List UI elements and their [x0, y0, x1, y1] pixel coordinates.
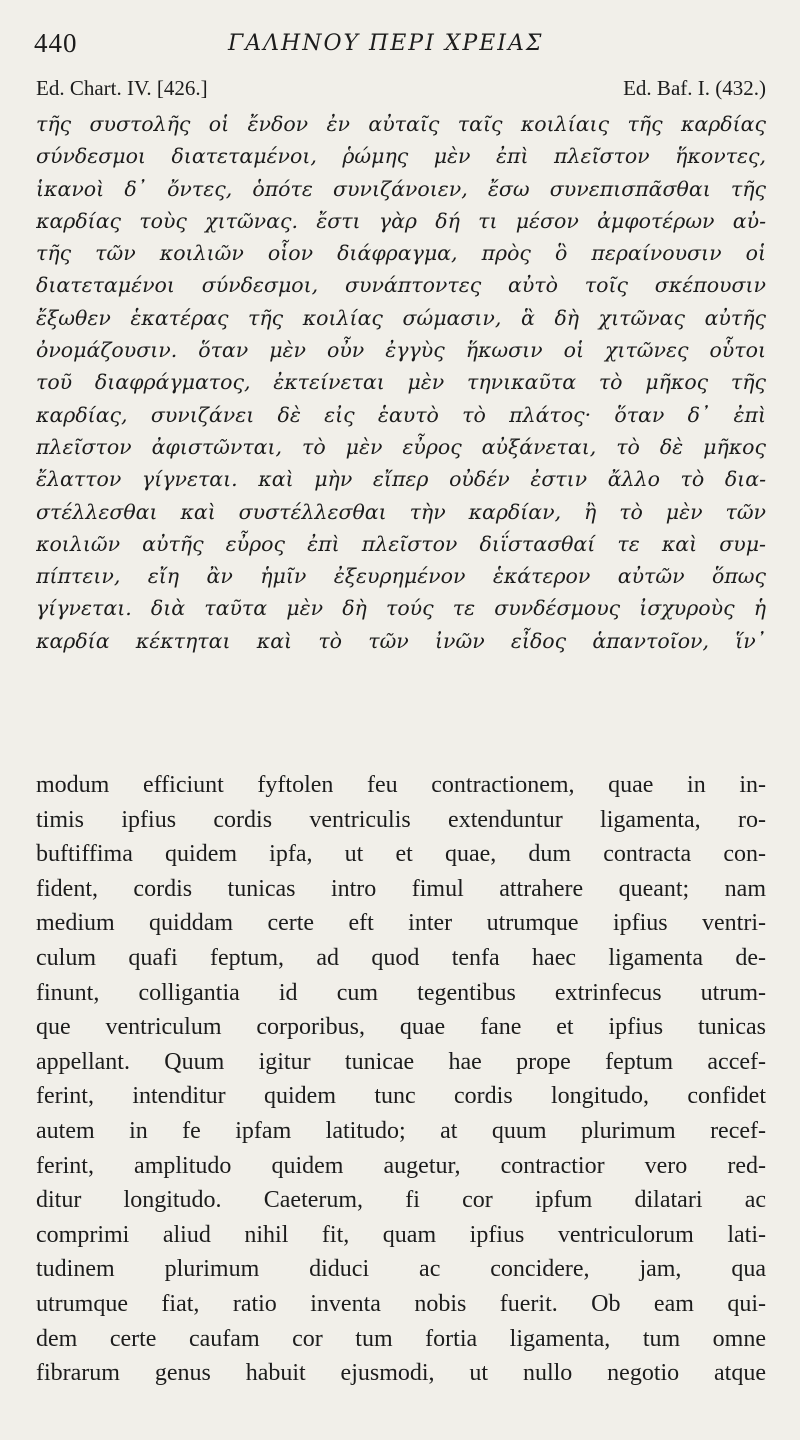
greek-text-line: καρδίας, συνιζάνει δὲ εἰς ἑαυτὸ τὸ πλάτος· ὅταν δ᾽ ἐπὶ — [36, 402, 766, 427]
greek-text-line: διατεταμένοι σύνδεσμοι, συνάπτοντες αὐτὸ τοῖς σκέπουσιν — [36, 273, 766, 298]
latin-text-line: autem in fe ipfam latitudo; at quum plurimum recef- — [36, 1117, 766, 1144]
greek-text-line: τῆς συστολῆς οἱ ἔνδον ἐν αὐταῖς ταῖς κοιλίαις τῆς καρδίας — [36, 112, 766, 136]
latin-text-line: timis ipfius cordis ventriculis extenduntur ligamenta, ro- — [36, 806, 766, 833]
greek-text-line: πίπτειν, εἴη ἂν ἡμῖν ἐξευρημένον ἑκάτερον αὐτῶν ὅπως — [36, 564, 766, 589]
running-title: ΓΑΛΗΝΟΥ ΠΕΡΙ ΧΡΕΙΑΣ — [228, 31, 544, 56]
greek-text-line: καρδία κέκτηται καὶ τὸ τῶν ἰνῶν εἶδος ἁπαντοῖον, ἵν᾽ — [36, 628, 766, 653]
greek-text-line: ἔλαττον γίγνεται. καὶ μὴν εἴπερ οὐδέν ἐστιν ἄλλο τὸ δια- — [36, 467, 766, 492]
greek-text-line: σύνδεσμοι διατεταμένοι, ῥώμης μὲν ἐπὶ πλεῖστον ἥκοντες, — [36, 144, 766, 169]
latin-text-line: fibrarum genus habuit ejusmodi, ut nullo negotio atque — [36, 1360, 766, 1387]
latin-text-line: ferint, intenditur quidem tunc cordis longitudo, confidet — [36, 1083, 766, 1110]
latin-text-line: modum efficiunt fyftolen feu contractionem, quae in in- — [36, 772, 766, 798]
latin-text-line: utrumque fiat, ratio inventa nobis fuerit. Ob eam qui- — [36, 1290, 766, 1317]
latin-text-line: comprimi aliud nihil fit, quam ipfius ventriculorum lati- — [36, 1221, 766, 1248]
page-number: 440 — [34, 28, 78, 58]
greek-text-block — [36, 108, 766, 657]
greek-text-line: ἔξωθεν ἑκατέρας τῆς κοιλίας σώμασιν, ἃ δὴ χιτῶνας αὐτῆς — [36, 305, 766, 330]
greek-text-line: κοιλιῶν αὐτῆς εὖρος ἐπὶ πλεῖστον διΐστασθαί τε καὶ συμ- — [36, 531, 766, 556]
greek-text-line: ἱκανοὶ δ᾽ ὄντες, ὁπότε συνιζάνοιεν, ἔσω συνεπισπᾶσθαι τῆς — [36, 176, 766, 201]
latin-text-line: medium quiddam certe eft inter utrumque ipfius ventri- — [36, 910, 766, 937]
greek-text-line: γίγνεται. διὰ ταῦτα μὲν δὴ τούς τε συνδέσμους ἰσχυροὺς ἡ — [36, 596, 766, 621]
latin-text-line: fident, cordis tunicas intro fimul attrahere queant; nam — [36, 875, 766, 902]
greek-text-line: τῆς τῶν κοιλιῶν οἷον διάφραγμα, πρὸς ὃ περαίνουσιν οἱ — [36, 241, 766, 266]
latin-text-line: culum quafi feptum, ad quod tenfa haec ligamenta de- — [36, 944, 766, 971]
latin-text-line: appellant. Quum igitur tunicae hae prope feptum accef- — [36, 1048, 766, 1075]
latin-text-line: buftiffima quidem ipfa, ut et quae, dum contracta con- — [36, 841, 766, 868]
greek-text-line: πλεῖστον ἀφιστῶνται, τὸ μὲν εὖρος αὐξάνεται, τὸ δὲ μῆκος — [36, 434, 766, 459]
greek-text-line: ὀνομάζουσιν. ὅταν μὲν οὖν ἐγγὺς ἥκωσιν οἱ χιτῶνες οὗτοι — [36, 338, 766, 363]
latin-text-block — [36, 768, 766, 1391]
edition-reference-left: Ed. Chart. IV. [426.] — [36, 76, 208, 100]
greek-text-line: στέλλεσθαι καὶ συστέλλεσθαι τὴν καρδίαν, ἢ τὸ μὲν τῶν — [36, 499, 766, 524]
latin-text-line: tudinem plurimum diduci ac concidere, jam, qua — [36, 1256, 766, 1283]
edition-reference-right: Ed. Baf. I. (432.) — [623, 76, 766, 100]
latin-text-line: dem certe caufam cor tum fortia ligamenta, tum omne — [36, 1325, 766, 1352]
latin-text-line: finunt, colligantia id cum tegentibus extrinfecus utrum- — [36, 979, 766, 1006]
greek-text-line: καρδίας τοὺς χιτῶνας. ἔστι γὰρ δή τι μέσον ἀμφοτέρων αὐ- — [36, 208, 766, 233]
latin-text-line: ferint, amplitudo quidem augetur, contractior vero red- — [36, 1152, 766, 1179]
greek-text-line: τοῦ διαφράγματος, ἐκτείνεται μὲν τηνικαῦτα τὸ μῆκος τῆς — [36, 370, 766, 395]
latin-text-line: que ventriculum corporibus, quae fane et ipfius tunicas — [36, 1014, 766, 1041]
latin-text-line: ditur longitudo. Caeterum, fi cor ipfum dilatari ac — [36, 1187, 766, 1214]
